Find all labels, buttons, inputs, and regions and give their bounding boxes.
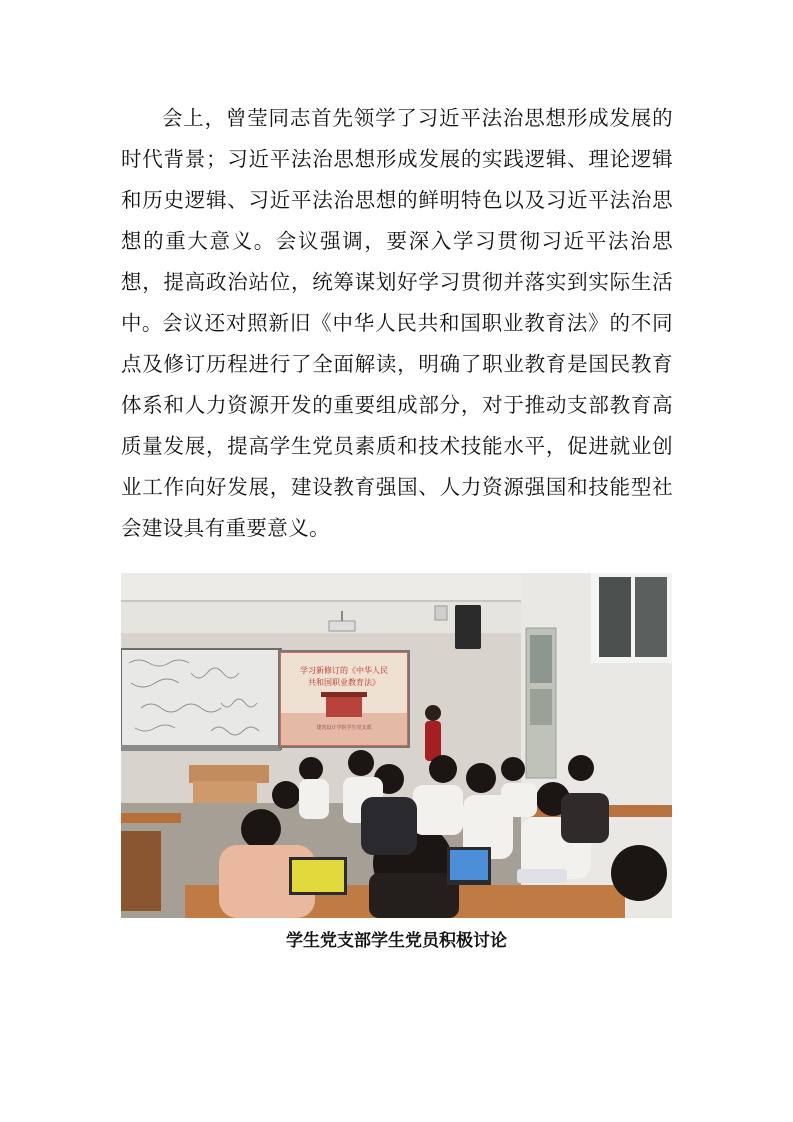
paragraph-1: 会上，曾莹同志首先领学了习近平法治思想形成发展的时代背景；习近平法治思想形成发展的实践逻辑、理论逻辑和历史逻辑、习近平法治思想的鲜明特色以及习近平法治思想的重大意义。会议强调，要深入学习贯彻习近平法治思想，提高政治站位，统筹谋划好学习贯彻并落实到实际生活中。 [121, 106, 673, 335]
photo-caption: 学生党支部学生党员积极讨论 [286, 931, 507, 951]
screen-title-line1: 学习新修订的《中华人民 [300, 666, 388, 675]
paragraph-2: 会议还对照新旧《中华人民共和国职业教育法》的不同点及修订历程进行了全面解读，明确了职业教育是国民教育体系和人力资源开发的重要组成部分，对于推动支部教育高质量发展，提高学生党员素质和技术技能水平，促进就业创业工作向好发展，建设教育强国、人力资源强国和技能型社会建设具有重要意义。 [121, 311, 673, 540]
screen-subtitle: 建筑设计学院学生党支部 [316, 725, 372, 731]
classroom-photo [121, 573, 672, 918]
screen-title-line2: 共和国职业教育法》 [308, 678, 380, 687]
